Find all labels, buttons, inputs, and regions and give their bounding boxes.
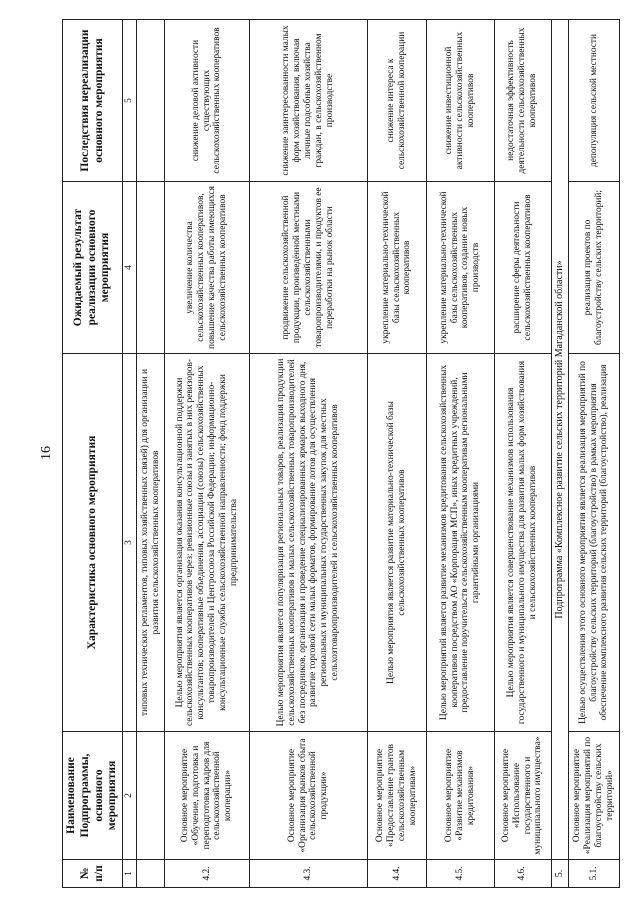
activity-name: Основное мероприятие «Предоставление грантов сельскохозяйственным кооперативам» <box>367 732 426 860</box>
expected-result: укрепление материально-технической базы сельскохозяйственных кооперативов <box>367 182 426 354</box>
row-number: 4.2. <box>165 860 249 888</box>
failure-consequence: снижение инвестиционной активности сельскохозяйственных кооперативов <box>427 20 495 182</box>
activity-description: Целью мероприятия является организация оказания консультационной поддержки сельскохозяйственных кооперативов через: ревизионные союзы и занятых в них ревизоров-консультантов; кооперативные объединения, ассоциации (союзы) сельскохозяйственных товаропроизводителей и Центросоюза Российской Федерации; информационно-консультационные службы сельскохозяйственной направленности; фонд поддержки предпринимательства <box>165 354 249 732</box>
activity-description: типовых технических регламентов, типовых хозяйственных связей) для организации и развития сельскохозяйственных кооперативов <box>137 354 165 732</box>
section-number: 5. <box>551 860 568 888</box>
table-row <box>427 20 495 888</box>
col-number: 2 <box>123 732 137 860</box>
activities-table <box>62 19 620 888</box>
expected-result: продвижение сельскохозяйственной продукции, произведённой местными сельскохозяйственными товаропроизводителями, и продуктов ее переработки на рынок области <box>249 182 367 354</box>
row-number: 4.6. <box>494 860 551 888</box>
expected-result: расширение сферы деятельности сельскохозяйственных кооперативов <box>494 182 551 354</box>
expected-result: укрепление материально-технической базы сельскохозяйственных кооперативов, создание новых производств <box>427 182 495 354</box>
activity-description: Целью мероприятия является совершенствование механизмов использования государственного и муниципального имущества для развития малых форм хозяйствования и сельскохозяйственных кооперативов <box>494 354 551 732</box>
activity-name: Основное мероприятие «Обучение, подготовка и переподготовка кадров для сельскохозяйственной кооперации» <box>165 732 249 860</box>
row-number: 5.1. <box>569 860 620 888</box>
page-number: 16 <box>39 446 54 460</box>
table-row <box>494 20 551 888</box>
header-consequence: Последствия нереализации основного мероприятия <box>63 20 123 182</box>
failure-consequence: снижение интереса к сельскохозяйственной кооперации <box>367 20 426 182</box>
section-row <box>551 20 568 888</box>
table-row <box>569 20 620 888</box>
activity-description: Целью мероприятия является популяризация региональных товаров, реализация продукции сельскохозяйственных кооперативов и малых сельскохозяйственных товаропроизводителей без посредников, организация и проведение специализированных ярмарок выходного дня, развитие торговой сети малых форматов, формирование лотов для осуществления региональных и муниципальных государственных закупок для местных сельхозтоваропроизводителей и сельскохозяйственных кооперативов <box>249 354 367 732</box>
header-result: Ожидаемый результат реализации основного мероприятия <box>63 182 123 354</box>
row-number: 4.3. <box>249 860 367 888</box>
row-number <box>137 860 165 888</box>
activity-description: Целью мероприятия является развитие материально-технической базы сельскохозяйственных кооперативов <box>367 354 426 732</box>
row-number: 4.4. <box>367 860 426 888</box>
failure-consequence <box>137 20 165 182</box>
activity-name: Основное мероприятие «Реализация мероприятий по благоустройству сельских территорий» <box>569 732 620 860</box>
header-name: Наименование Подпрограммы, основного мероприятия <box>63 732 123 860</box>
expected-result: увеличение количества сельскохозяйственных кооперативов, повышение качества работы имеющихся сельскохозяйственных кооперативов <box>165 182 249 354</box>
col-number: 1 <box>123 860 137 888</box>
table-row <box>249 20 367 888</box>
activity-name: Основное мероприятие «Использование государственного и муниципального имущества» <box>494 732 551 860</box>
col-number: 5 <box>123 20 137 182</box>
activity-description: Целью мероприятий является развитие механизмов кредитования сельскохозяйственных кооперативов посредством АО «Корпорация МСП», иных кредитных учреждений, предоставление поручительств сельскохозяйственным кооперативам региональными гарантийными организациями <box>427 354 495 732</box>
table-row <box>137 20 165 888</box>
activity-name: Основное мероприятие «Развитие механизмов кредитования» <box>427 732 495 860</box>
failure-consequence: снижение деловой активности существующих сельскохозяйственных кооперативов <box>165 20 249 182</box>
expected-result: реализация проектов по благоустройству сельских территорий; <box>569 182 620 354</box>
activity-name <box>137 732 165 860</box>
col-number: 4 <box>123 182 137 354</box>
activity-name: Основное мероприятие «Организация рынков сбыта сельскохозяйственной продукции» <box>249 732 367 860</box>
header-number: № п/п <box>63 860 123 888</box>
failure-consequence: депопуляция сельской местности <box>569 20 620 182</box>
row-number: 4.5. <box>427 860 495 888</box>
activity-description: Целью осуществления этого основного мероприятия является реализация мероприятий по благоустройству сельских территорий (благоустройство) в рамках мероприятия обеспечение комплексного развития сельских территорий (благоустройство), реализация <box>569 354 620 732</box>
failure-consequence: снижение заинтересованности малых форм хозяйствования, включая личные подсобные хозяйства граждан, в сельскохозяйственном производстве <box>249 20 367 182</box>
table-row <box>165 20 249 888</box>
table-row <box>367 20 426 888</box>
col-number: 3 <box>123 354 137 732</box>
header-description: Характеристика основного мероприятия <box>63 354 123 732</box>
expected-result <box>137 182 165 354</box>
section-title: Подпрограмма «Комплексное развитие сельских территорий Магаданской области» <box>551 20 568 860</box>
document-table-container <box>62 20 620 888</box>
failure-consequence: недостаточная эффективность деятельности сельскохозяйственных кооперативов <box>494 20 551 182</box>
